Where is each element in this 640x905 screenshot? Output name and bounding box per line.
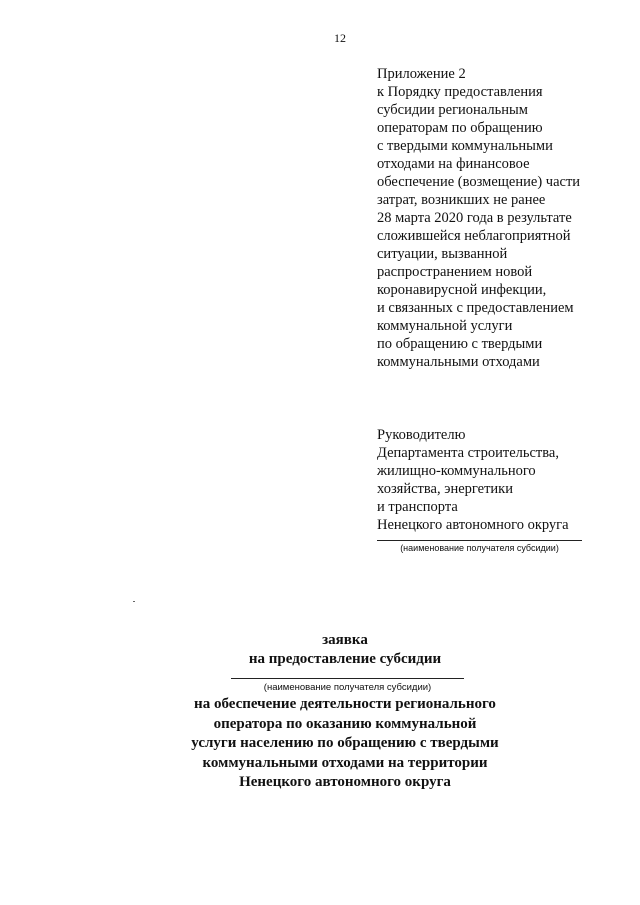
appendix-line: 28 марта 2020 года в результате [377, 210, 572, 226]
addressee-block [377, 426, 627, 534]
appendix-line: операторам по обращению [377, 120, 543, 136]
appendix-line: отходами на финансовое [377, 156, 530, 172]
applicant-underline [231, 678, 464, 679]
appendix-line: коронавирусной инфекции, [377, 282, 547, 298]
appendix-block [377, 65, 627, 371]
document-title: заявка [322, 632, 368, 648]
document-subtitle: на предоставление субсидии [248, 651, 442, 667]
purpose-line: услуги населению по обращению с твердыми [191, 735, 499, 751]
scan-speck [133, 601, 135, 602]
appendix-line: сложившейся неблагоприятной [377, 228, 571, 244]
appendix-line: субсидии региональным [377, 102, 528, 118]
page-number: 12 [334, 31, 346, 45]
purpose-line: коммунальными отходами на территории [202, 754, 488, 771]
purpose-line: Ненецкого автономного округа [239, 774, 451, 790]
applicant-caption: (наименование получателя субсидии) [263, 682, 432, 693]
addressee-line: Департамента строительства, [377, 445, 559, 461]
recipient-caption: (наименование получателя субсидии) [400, 543, 559, 553]
appendix-line: ситуации, вызванной [377, 246, 508, 262]
appendix-line: по обращению с твердыми [377, 336, 543, 352]
appendix-line: коммунальной услуги [377, 318, 513, 334]
purpose-line: на обеспечение деятельности регионального [194, 696, 496, 712]
appendix-line: к Порядку предоставления [377, 84, 543, 100]
appendix-line: распространением новой [377, 264, 533, 280]
appendix-line: и связанных с предоставлением [377, 300, 574, 316]
appendix-line: коммунальными отходами [377, 354, 540, 370]
addressee-line: и транспорта [377, 499, 458, 515]
addressee-line: Ненецкого автономного округа [377, 517, 569, 533]
addressee-line: жилищно-коммунального [377, 463, 536, 479]
purpose-line: оператора по оказанию коммунальной [213, 715, 477, 732]
appendix-line: обеспечение (возмещение) части [377, 174, 581, 190]
appendix-line: Приложение 2 [377, 66, 466, 82]
recipient-underline [377, 540, 582, 541]
purpose-block [160, 695, 530, 793]
addressee-line: хозяйства, энергетики [377, 481, 513, 497]
appendix-line: с твердыми коммунальными [377, 138, 553, 154]
addressee-line: Руководителю [377, 427, 466, 443]
appendix-line: затрат, возникших не ранее [377, 192, 546, 208]
